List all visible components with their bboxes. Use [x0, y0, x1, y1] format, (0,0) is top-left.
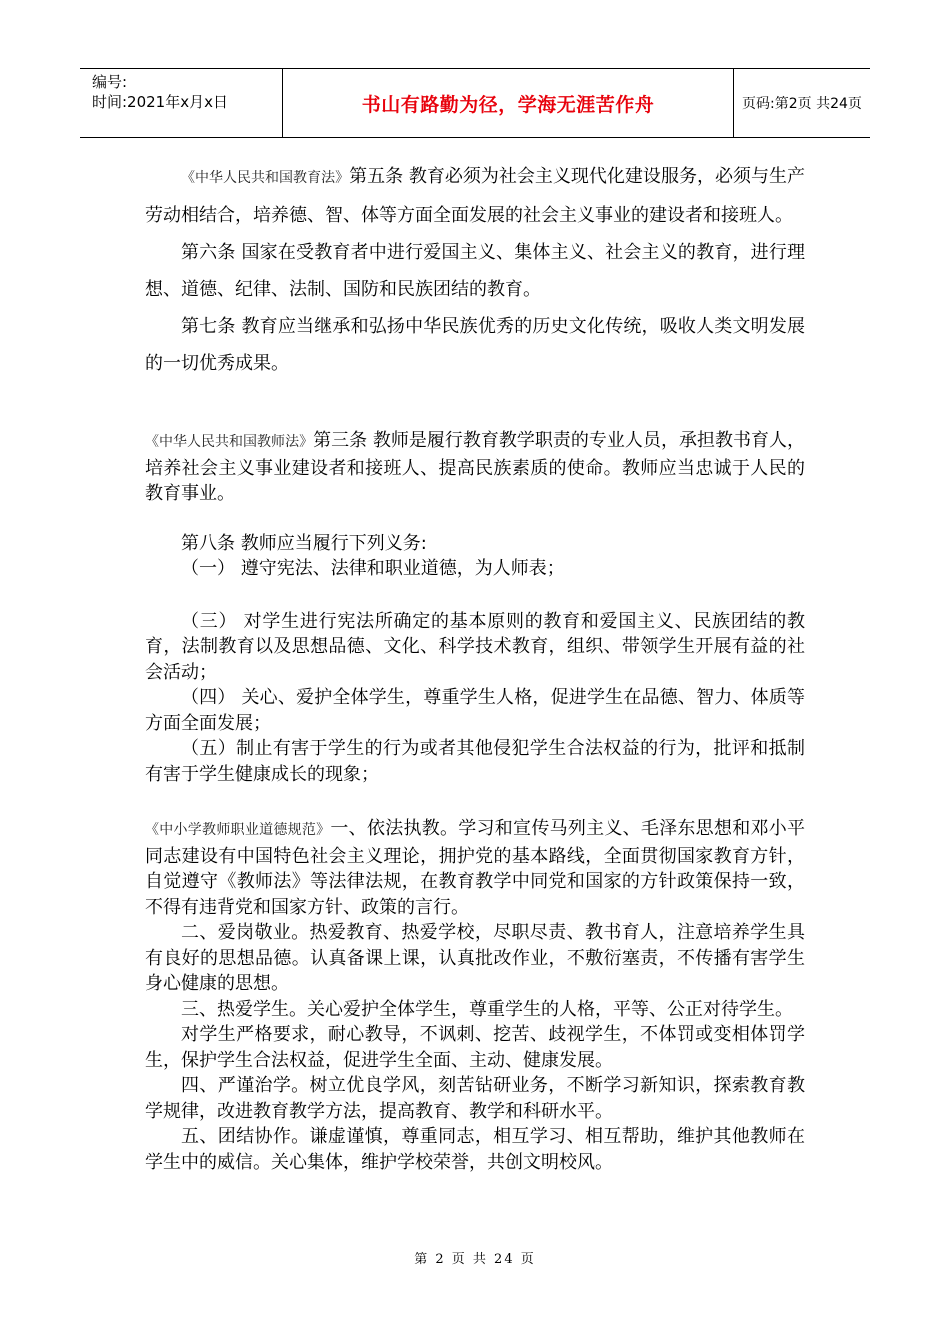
paragraph-text: 第三条 教师是履行教育教学职责的专业人员，承担教书育人，培养社会主义事业建设者和接班人、提高民族素质的使命。教师应当忠诚于人民的教育事业。	[145, 430, 805, 504]
law-source-title: 《中华人民共和国教师法》	[145, 434, 314, 450]
duty-item-5: （五）制止有害于学生的行为或者其他侵犯学生合法权益的行为，批评和抵制有害于学生健康成长的现象；	[145, 738, 805, 785]
law-source-title: 《中小学教师职业道德规范》	[145, 822, 331, 838]
section-duties	[145, 609, 805, 788]
article-7-paragraph: 第七条 教育应当继承和弘扬中华民族优秀的历史文化传统，吸收人类文明发展的一切优秀成果。	[145, 316, 805, 374]
ethics-item-4: 四、严谨治学。树立优良学风，刻苦钻研业务，不断学习新知识，探索教育教学规律，改进教育教学方法，提高教育、教学和科研水平。	[145, 1075, 805, 1122]
paragraph-text: 一、依法执教。学习和宣传马列主义、毛泽东思想和邓小平同志建设有中国特色社会主义理论，拥护党的基本路线，全面贯彻国家教育方针，自觉遵守《教师法》等法律法规，在教育教学中同党和国家的方针政策保持一致，不得有违背党和国家方针、政策的言行。	[145, 818, 805, 918]
duty-item-4: （四） 关心、爱护全体学生，尊重学生人格，促进学生在品德、智力、体质等方面全面发展；	[145, 687, 805, 734]
article-5-paragraph	[145, 158, 805, 234]
section-ethics-code	[145, 816, 805, 1175]
duty-item-3: （三） 对学生进行宪法所确定的基本原则的教育和爱国主义、民族团结的教育，法制教育以及思想品德、文化、科学技术教育，组织、带领学生开展有益的社会活动；	[145, 610, 805, 683]
duty-item-1: （一） 遵守宪法、法律和职业道德，为人师表；	[181, 558, 565, 579]
section-teachers-law	[145, 428, 805, 507]
ethics-item-1	[145, 816, 805, 920]
section-article-8	[145, 531, 805, 582]
article-8-heading: 第八条 教师应当履行下列义务:	[181, 532, 427, 554]
header-motto: 书山有路勤为径，学海无涯苦作舟	[282, 69, 734, 137]
page-header	[80, 68, 870, 138]
header-meta	[80, 69, 282, 137]
page-footer: 第 2 页 共 24 页	[414, 1252, 536, 1267]
document-body	[145, 158, 805, 1175]
law-source-title: 《中华人民共和国教育法》	[181, 170, 350, 186]
ethics-item-3: 三、热爱学生。关心爱护全体学生，尊重学生的人格，平等、公正对待学生。	[181, 998, 793, 1020]
article-6-paragraph: 第六条 国家在受教育者中进行爱国主义、集体主义、社会主义的教育，进行理想、道德、纪律、法制、国防和民族团结的教育。	[145, 242, 805, 300]
header-page-info: 页码:第2页 共24页	[742, 96, 862, 112]
document-time-label: 时间:2021年x月x日	[92, 93, 228, 111]
article-3-paragraph	[145, 428, 805, 507]
section-education-law	[145, 158, 805, 382]
ethics-item-3-detail: 对学生严格要求，耐心教导，不讽刺、挖苦、歧视学生，不体罚或变相体罚学生，保护学生合法权益，促进学生全面、主动、健康发展。	[145, 1024, 805, 1071]
paragraph-text: 第五条 教育必须为社会主义现代化建设服务，必须与生产劳动相结合，培养德、智、体等方面全面发展的社会主义事业的建设者和接班人。	[145, 166, 805, 226]
document-number-label: 编号:	[92, 73, 128, 91]
ethics-item-5: 五、团结协作。谦虚谨慎，尊重同志，相互学习、相互帮助，维护其他教师在学生中的威信。关心集体，维护学校荣誉，共创文明校风。	[145, 1126, 805, 1173]
ethics-item-2: 二、爱岗敬业。热爱教育、热爱学校，尽职尽责、教书育人，注意培养学生具有良好的思想品德。认真备课上课，认真批改作业，不敷衍塞责，不传播有害学生身心健康的思想。	[145, 922, 805, 994]
